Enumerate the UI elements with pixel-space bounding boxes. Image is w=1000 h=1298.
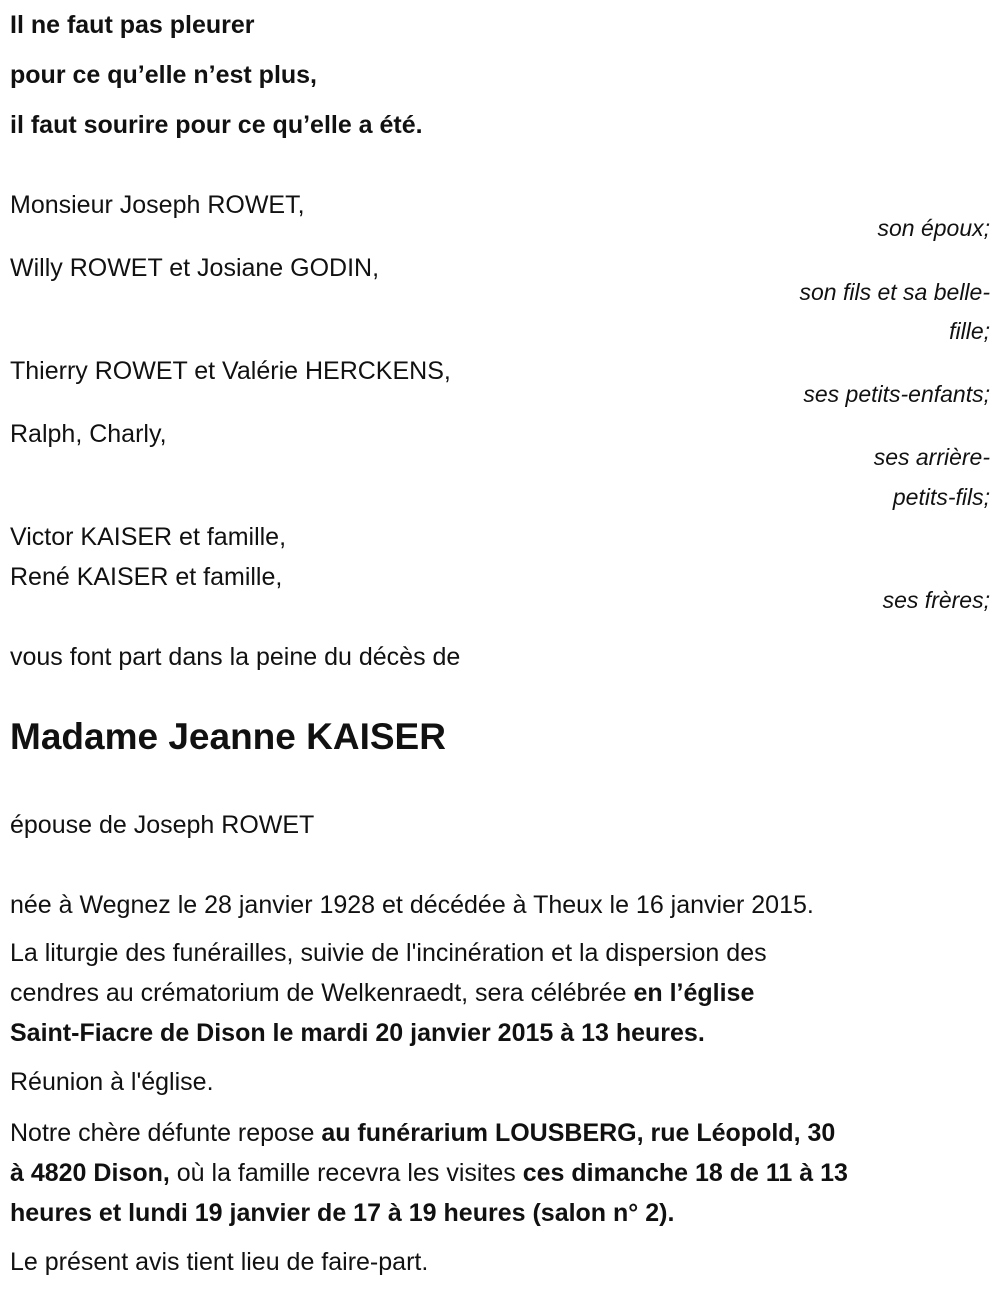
text: cendres au crématorium de Welkenraedt, sera célébrée bbox=[10, 979, 634, 1007]
quote-line: Il ne faut pas pleurer bbox=[10, 11, 255, 39]
ceremony-line: La liturgie des funérailles, suivie de l'incinération et la dispersion des bbox=[10, 939, 767, 967]
bold-text: au funérarium LOUSBERG, rue Léopold, 30 bbox=[321, 1119, 836, 1147]
family-relation: son fils et sa belle- bbox=[799, 279, 990, 305]
family-relation: petits-fils; bbox=[892, 484, 990, 510]
deceased-name: Madame Jeanne KAISER bbox=[10, 716, 446, 757]
family-names: Thierry ROWET et Valérie HERCKENS, bbox=[10, 357, 451, 385]
spouse-line: épouse de Joseph ROWET bbox=[10, 811, 315, 839]
announcement: vous font part dans la peine du décès de bbox=[10, 643, 461, 671]
closing-line: Le présent avis tient lieu de faire-part. bbox=[10, 1248, 429, 1276]
family-names: Victor KAISER et famille, bbox=[10, 523, 287, 551]
text: Notre chère défunte repose bbox=[10, 1119, 322, 1147]
meeting-line: Réunion à l'église. bbox=[10, 1068, 214, 1096]
family-names: Ralph, Charly, bbox=[10, 420, 167, 448]
ceremony-line bbox=[10, 978, 754, 1008]
family-relation: ses frères; bbox=[882, 587, 990, 613]
text: où la famille recevra les visites bbox=[169, 1159, 523, 1187]
rest-line: heures et lundi 19 janvier de 17 à 19 heures (salon n° 2). bbox=[10, 1199, 675, 1227]
rest-line bbox=[10, 1118, 835, 1148]
family-names: Monsieur Joseph ROWET, bbox=[10, 191, 305, 219]
family-relation: fille; bbox=[949, 318, 990, 344]
bold-text: ces dimanche 18 de 11 à 13 bbox=[522, 1159, 848, 1187]
ceremony-line: Saint-Fiacre de Dison le mardi 20 janvier 2015 à 13 heures. bbox=[10, 1019, 705, 1047]
family-relation: ses petits-enfants; bbox=[803, 381, 990, 407]
bold-text: à 4820 Dison, bbox=[10, 1159, 170, 1187]
family-relation: son époux; bbox=[877, 215, 990, 241]
bold-text: en l’église bbox=[633, 979, 755, 1007]
quote-line: il faut sourire pour ce qu’elle a été. bbox=[10, 111, 423, 139]
family-names: Willy ROWET et Josiane GODIN, bbox=[10, 254, 380, 282]
dates-line: née à Wegnez le 28 janvier 1928 et décédée à Theux le 16 janvier 2015. bbox=[10, 891, 814, 919]
rest-line bbox=[10, 1158, 848, 1188]
family-names: René KAISER et famille, bbox=[10, 563, 283, 591]
quote-line: pour ce qu’elle n’est plus, bbox=[10, 61, 318, 89]
family-relation: ses arrière- bbox=[873, 444, 990, 470]
